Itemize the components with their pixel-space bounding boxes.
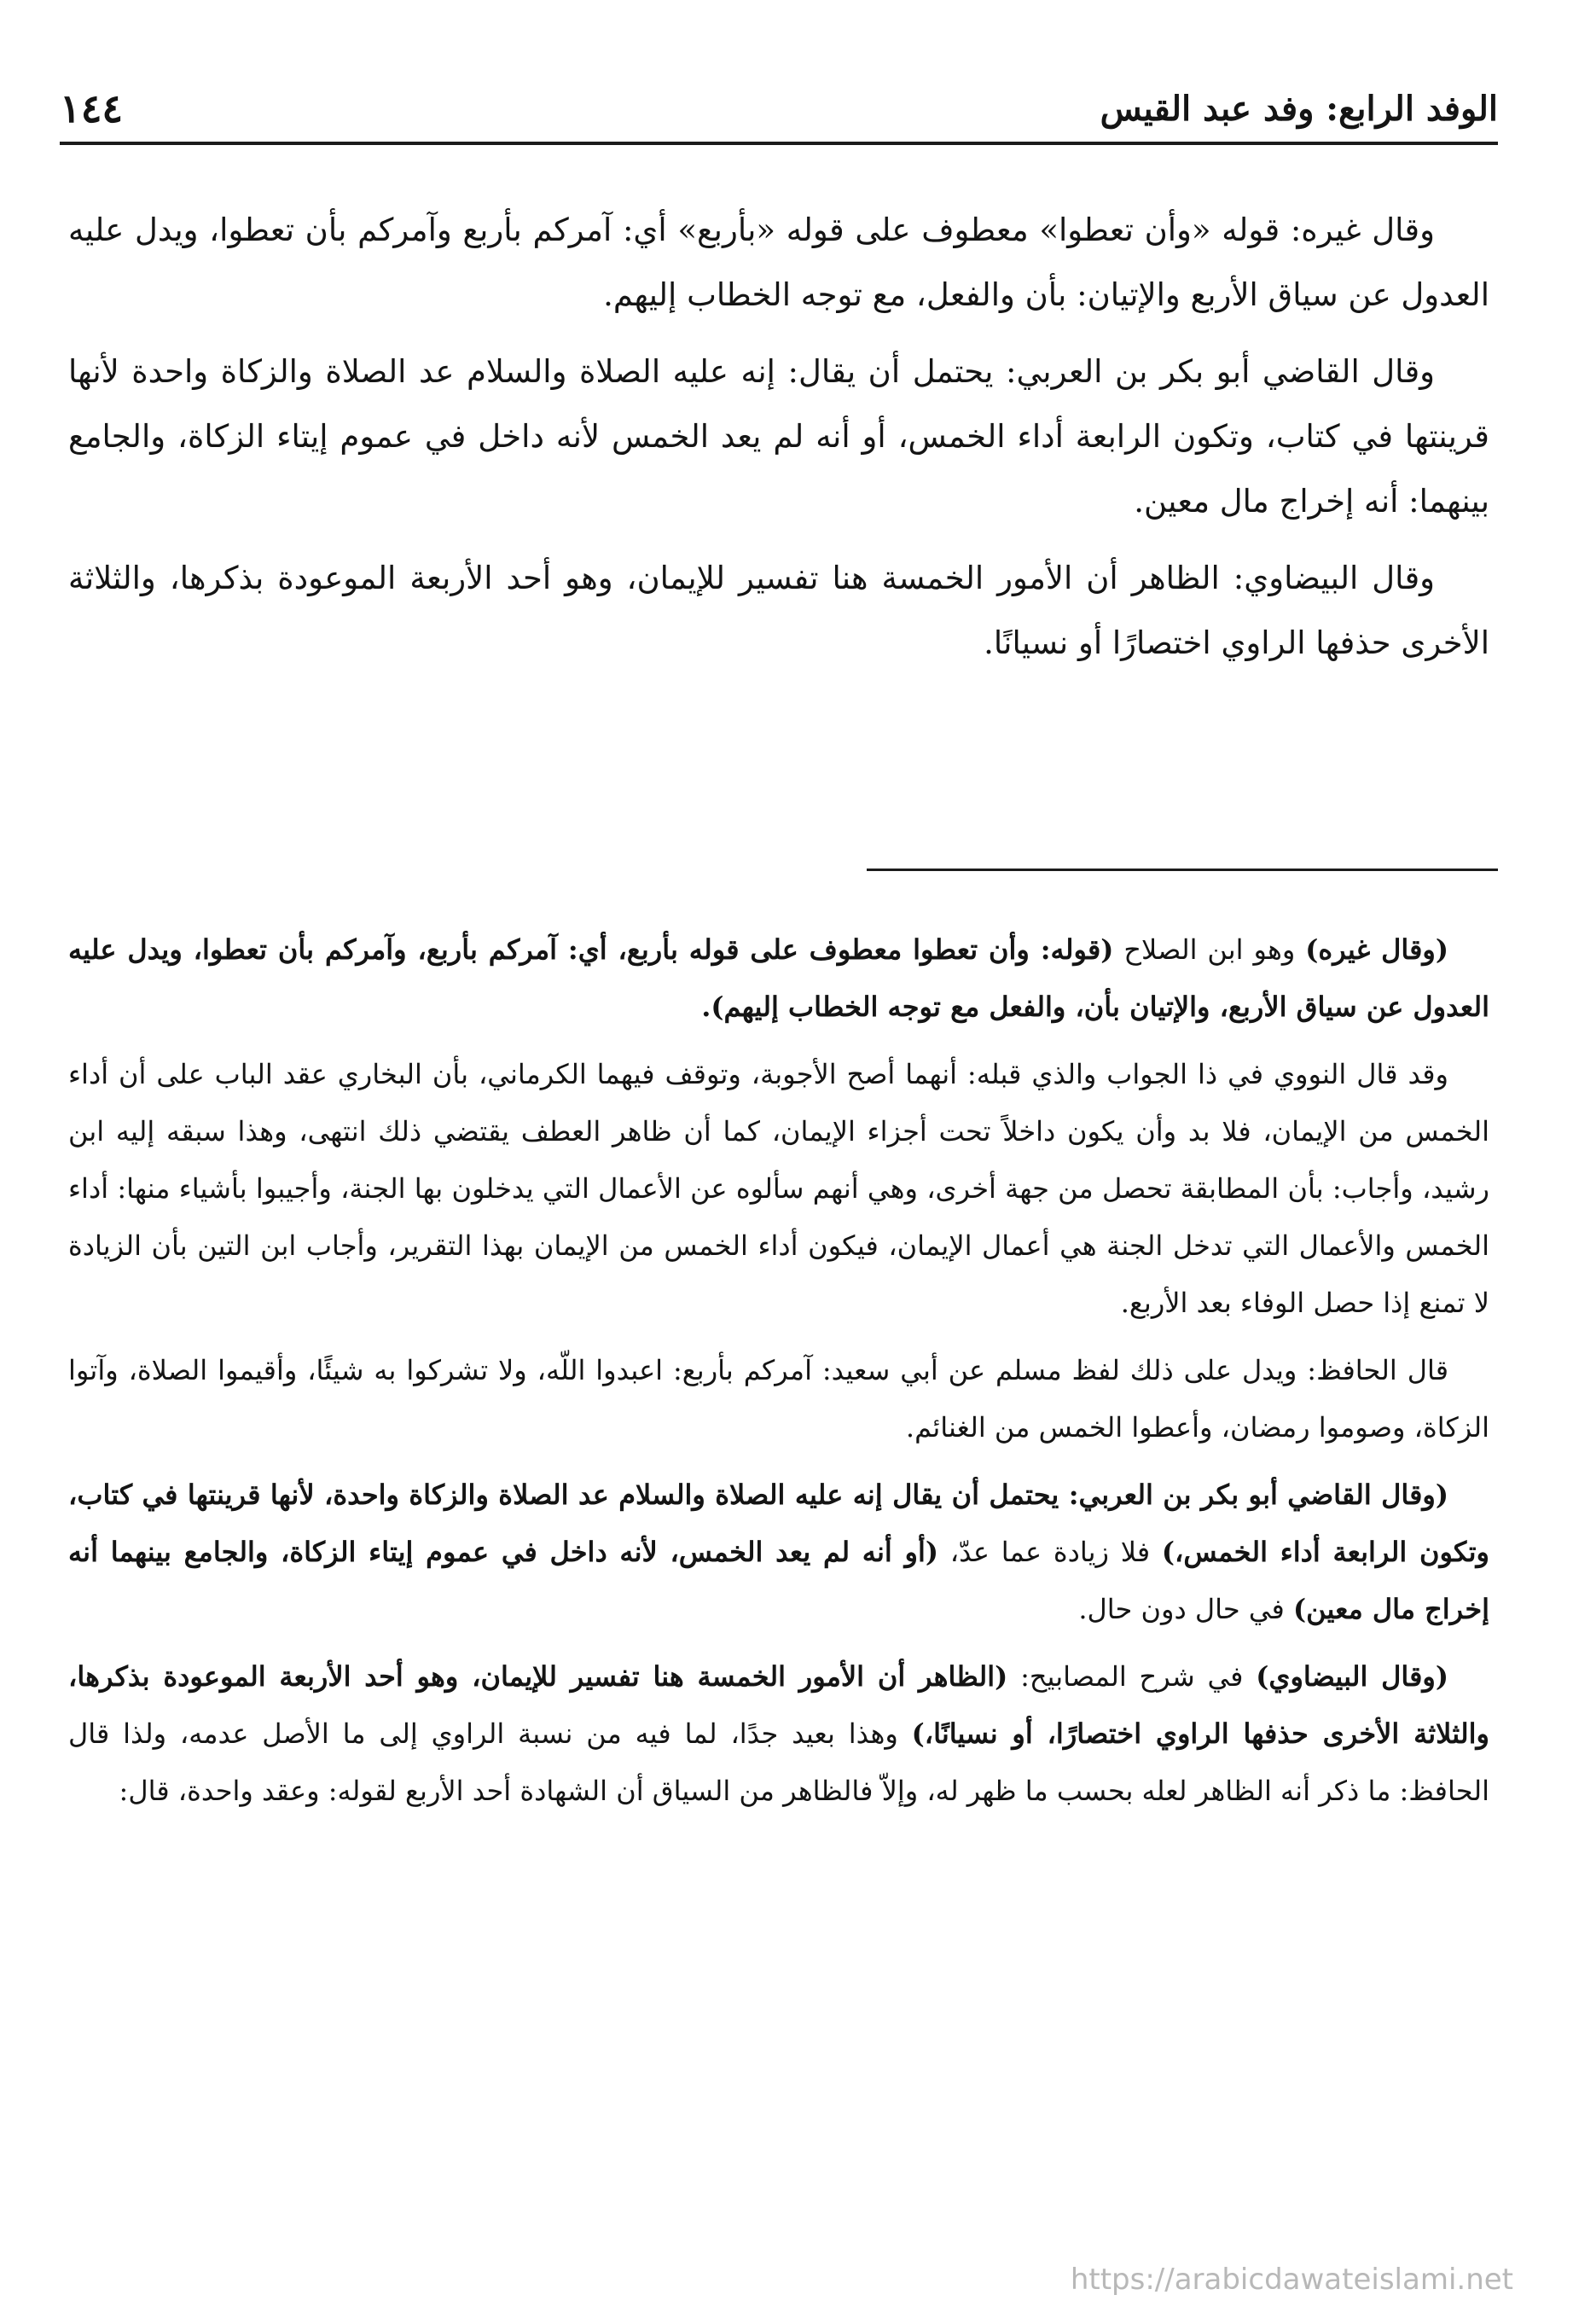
bold-quote: (وقال البيضاوي) [1256,1660,1449,1693]
commentary-text: فلا زيادة عما عدّ، [937,1536,1162,1568]
commentary-paragraph [68,1467,1489,1638]
commentary-text: في شرح المصابيح: [1007,1660,1257,1693]
commentary-paragraph: وقد قال النووي في ذا الجواب والذي قبله: أنهما أصح الأجوبة، وتوقف فيهما الكرماني، بأن البخاري عقد الباب على أن أداء الخمس من الإيمان، فلا بد وأن يكون داخلاً تحت أجزاء الإيمان، كما أن ظاهر العطف يقتضي ذلك انتهى، وهذا سبقه إليه ابن رشيد، وأجاب: بأن المطابقة تحصل من جهة أخرى، وهي أنهم سألوه عن الأعمال التي يدخلون بها الجنة، وأجيبوا بأشياء منها: أداء الخمس والأعمال التي تدخل الجنة هي أعمال الإيمان، فيكون أداء الخمس من الإيمان بهذا التقرير، وأجاب ابن التين بأن الزيادة لا تمنع إذا حصل الوفاء بعد الأربع. [68,1058,1490,1319]
main-text [68,198,1489,688]
commentary-paragraph: قال الحافظ: ويدل على ذلك لفظ مسلم عن أبي سعيد: آمركم بأربع: اعبدوا اللّه، ولا تشركوا به شيئًا، وأقيموا الصلاة، وآتوا الزكاة، وصوموا رمضان، وأعطوا الخمس من الغنائم. [68,1354,1489,1444]
main-paragraph: وقال غيره: قوله «وأن تعطوا» معطوف على قوله «بأربع» أي: آمركم بأربع وآمركم بأن تعطوا، ويدل عليه العدول عن سياق الأربع والإتيان: بأن والفعل، مع توجه الخطاب إليهم. [68,212,1489,313]
bold-quote: (وقال غيره) [1305,933,1449,966]
bold-quote: (قوله: وأن تعطوا معطوف على قوله بأربع، أي: آمركم بأربع، وآمركم بأن تعطوا، ويدل عليه العدول عن سياق الأربع، والإتيان بأن، والفعل مع توجه الخطاب إليهم). [68,933,1489,1023]
bold-quote: (وقال القاضي أبو بكر بن العربي: يحتمل أن يقال إنه عليه الصلاة والسلام عد الصلاة والزكاة واحدة، لأنها قرينتها في كتاب، وتكون الرابعة أداء الخمس،) [68,1479,1490,1568]
chapter-title: الوفد الرابع: وفد عبد القيس [1100,88,1498,129]
bold-quote: (الظاهر أن الأمور الخمسة هنا تفسير للإيمان، وهو أحد الأربعة الموعودة بذكرها، والثلاثة الأخرى حذفها الراوي اختصارًا، أو نسيانًا،) [68,1660,1490,1750]
commentary-text: وهو ابن الصلاح [1113,933,1306,966]
commentary-paragraph [68,921,1489,1036]
main-paragraph: وقال القاضي أبو بكر بن العربي: يحتمل أن يقال: إنه عليه الصلاة والسلام عد الصلاة والزكاة واحدة لأنها قرينتها في كتاب، وتكون الرابعة أداء الخمس، أو أنه لم يعد الخمس لأنه داخل في عموم إيتاء الزكاة، والجامع بينهما: أنه إخراج مال معين. [68,353,1489,520]
commentary-text: في حال دون حال. [1078,1593,1293,1625]
main-paragraph: وقال البيضاوي: الظاهر أن الأمور الخمسة هنا تفسير للإيمان، وهو أحد الأربعة الموعودة بذكرها، والثلاثة الأخرى حذفها الراوي اختصارًا أو نسيانًا. [68,560,1489,661]
bold-quote: (أو أنه لم يعد الخمس، لأنه داخل في عموم إيتاء الزكاة، والجامع بينهما أنه إخراج مال معين) [68,1536,1489,1625]
footnote-divider [867,869,1498,871]
commentary-text: وهذا بعيد جدًا، لما فيه من نسبة الراوي إلى ما الأصل عدمه، ولذا قال الحافظ: ما ذكر أنه الظاهر لعله بحسب ما ظهر له، وإلاّ فالظاهر من السياق أن الشهادة أحد الأربع لقوله: وعقد واحدة، قال: [68,1717,1489,1807]
page-number: ١٤٤ [60,85,124,131]
page-header [60,75,1498,145]
commentary [68,921,1489,1830]
commentary-paragraph [68,1648,1489,1820]
watermark-url: https://arabicdawateislami.net [1070,2263,1513,2297]
